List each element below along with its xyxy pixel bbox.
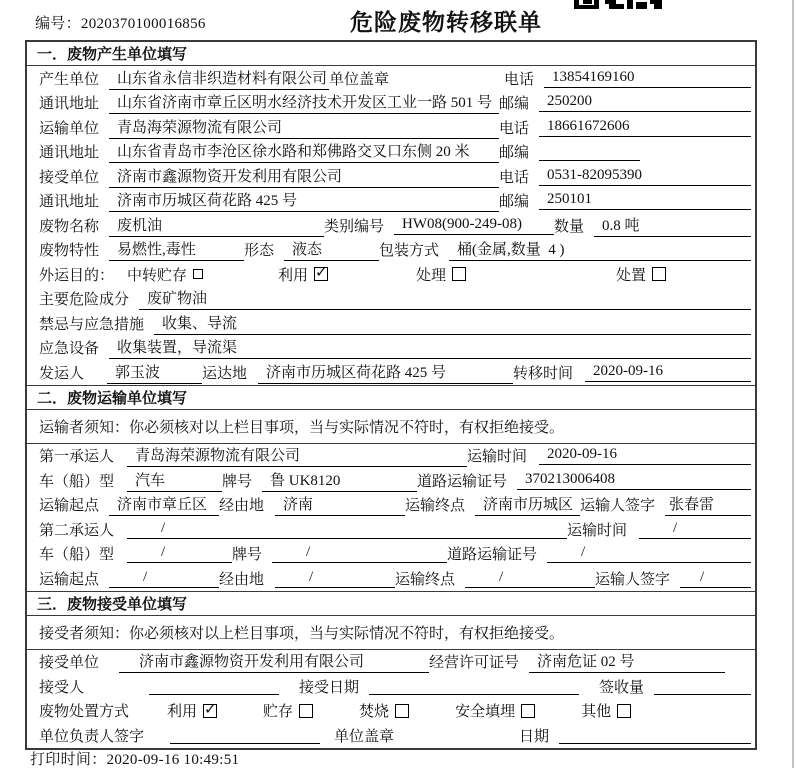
row-receiver — [27, 164, 755, 189]
road-permit-value: 370213006408 — [517, 471, 751, 490]
checkbox-icon — [617, 704, 631, 718]
checkbox-checked-icon — [203, 704, 217, 718]
row-route2 — [27, 566, 755, 591]
route-start-label: 运输起点 — [39, 571, 100, 588]
doc-number-value: 2020370100016856 — [80, 16, 206, 32]
hazard-label: 主要危险成分 — [39, 292, 130, 309]
transporter-label: 运输单位 — [39, 120, 100, 137]
transporter-value: 青岛海荣源物流有限公司 — [109, 116, 499, 139]
license-value: 济南危证 02 号 — [529, 650, 725, 673]
plate-label: 牌号 — [232, 547, 263, 564]
checkbox-icon — [452, 267, 466, 281]
waste-name-value: 废机油 — [109, 214, 324, 237]
phone-label: 电话 — [499, 169, 530, 186]
option-label: 处理 — [416, 267, 447, 284]
purpose-option-dispose — [616, 264, 666, 285]
unit-seal-label: 单位盖章 — [329, 71, 390, 88]
waste-qty-label: 数量 — [554, 218, 585, 235]
destination-value: 济南市历城区荷花路 425 号 — [258, 361, 513, 384]
route-end-value: 济南市历城区 — [475, 493, 580, 516]
route-via-label: 经由地 — [219, 571, 265, 588]
transporter-zip-value — [539, 143, 640, 161]
dispatcher-value: 郭玉波 — [107, 361, 202, 384]
producer-label: 产生单位 — [39, 71, 100, 88]
plate-value: / — [272, 544, 447, 563]
disposal-option-incinerate — [359, 700, 409, 721]
checkbox-icon — [521, 704, 535, 718]
purpose-option-use — [278, 264, 328, 285]
doc-number-label: 编号： — [35, 16, 81, 32]
vehicle-type-label: 车（船）型 — [39, 547, 115, 564]
checkbox-icon — [395, 704, 409, 718]
row-emergency-equipment — [27, 336, 755, 361]
addr-label: 通讯地址 — [39, 194, 100, 211]
page-title: 危险废物转移联单 — [350, 9, 542, 35]
vehicle-type-value: 汽车 — [127, 469, 222, 492]
route-via-value: / — [275, 569, 395, 588]
carrier2-value: / — [127, 520, 567, 539]
zip-label: 邮编 — [499, 145, 530, 162]
option-label: 其他 — [581, 704, 612, 721]
unit-seal-label: 单位盖章 — [334, 728, 395, 745]
print-time-label: 打印时间： — [30, 752, 107, 768]
accept-date-label: 接受日期 — [299, 679, 360, 696]
route-via-label: 经由地 — [219, 498, 265, 515]
vehicle-type-label: 车（船）型 — [39, 473, 115, 490]
row-route1 — [27, 493, 755, 518]
road-permit-value: / — [547, 544, 751, 563]
row-carrier1 — [27, 444, 755, 469]
section2-header: 二．废物运输单位填写 — [27, 385, 755, 410]
addr-label: 通讯地址 — [39, 96, 100, 113]
route-start-value: / — [109, 569, 219, 588]
manifest-form — [25, 40, 757, 750]
row-disposal-method — [27, 699, 755, 724]
option-label: 利用 — [167, 704, 198, 721]
packaging-label: 包装方式 — [379, 243, 440, 260]
zip-label: 邮编 — [499, 96, 530, 113]
plate-label: 牌号 — [222, 473, 253, 490]
accept-unit-label: 接受单位 — [39, 655, 100, 672]
accept-date-value — [369, 677, 579, 695]
destination-label: 运达地 — [202, 365, 248, 382]
checkbox-icon — [299, 704, 313, 718]
row-receiver-addr — [27, 189, 755, 214]
transporter-phone-value: 18661672606 — [539, 118, 751, 137]
transporter-sign-value: / — [680, 569, 751, 588]
row-producer-addr — [27, 91, 755, 116]
row-accept-person — [27, 674, 755, 699]
waste-name-label: 废物名称 — [39, 218, 100, 235]
row-accept-unit — [27, 650, 755, 675]
route-end-value: / — [465, 569, 595, 588]
transporter-notice: 运输者须知：你必须核对以上栏目事项，当与实际情况不符时，有权拒绝接受。 — [27, 410, 755, 444]
accept-person-value — [149, 677, 279, 695]
transport-time-label: 运输时间 — [467, 449, 528, 466]
purpose-option-treat — [416, 264, 466, 285]
carrier1-value: 青岛海荣源物流有限公司 — [127, 444, 467, 467]
disposal-method-label: 废物处置方式 — [39, 704, 130, 721]
equipment-label: 应急设备 — [39, 341, 100, 358]
print-time-value: 2020-09-16 10:49:51 — [106, 752, 240, 768]
row-carrier2 — [27, 517, 755, 542]
transporter-sign-label: 运输人签字 — [595, 571, 671, 588]
option-label: 中转贮存 — [127, 267, 188, 284]
transfer-time-value: 2020-09-16 — [585, 363, 751, 382]
purpose-label: 外运目的： — [39, 267, 115, 284]
route-start-value: 济南市章丘区 — [109, 493, 219, 516]
row-emergency-measures — [27, 311, 755, 336]
route-end-label: 运输终点 — [395, 571, 456, 588]
license-label: 经营许可证号 — [429, 655, 520, 672]
row-producer — [27, 66, 755, 91]
disposal-option-use — [167, 700, 217, 721]
transporter-addr-value: 山东省青岛市李沧区徐水路和郑佛路交叉口东侧 20 米 — [109, 140, 499, 163]
waste-qty-value: 0.8 吨 — [594, 214, 751, 237]
transporter-sign-value: 张春雷 — [665, 493, 751, 516]
waste-form-label: 形态 — [244, 243, 275, 260]
option-label: 安全填埋 — [455, 704, 516, 721]
waste-character-value: 易燃性,毒性 — [109, 238, 244, 261]
purpose-option-storage — [127, 264, 203, 285]
emergency-label: 禁忌与应急措施 — [39, 316, 145, 333]
responsible-sign-label: 单位负责人签字 — [39, 728, 145, 745]
route-via-value: 济南 — [275, 493, 405, 516]
checkbox-checked-icon — [314, 267, 328, 281]
carrier1-label: 第一承运人 — [39, 449, 115, 466]
producer-phone-value: 13854169160 — [544, 69, 751, 88]
responsible-sign-value — [170, 726, 320, 744]
row-transporter — [27, 115, 755, 140]
row-vehicle2 — [27, 542, 755, 567]
transport-time-value: / — [639, 520, 751, 539]
waste-code-label: 类别编号 — [324, 218, 385, 235]
route-start-label: 运输起点 — [39, 498, 100, 515]
carrier2-label: 第二承运人 — [39, 522, 115, 539]
dispatcher-label: 发运人 — [39, 365, 85, 382]
date-label: 日期 — [519, 728, 550, 745]
phone-label: 电话 — [504, 71, 535, 88]
waste-code-value: HW08(900-249-08) — [394, 216, 554, 235]
producer-zip-value: 250200 — [539, 93, 751, 112]
road-permit-label: 道路运输证号 — [447, 547, 538, 564]
row-transporter-addr — [27, 140, 755, 165]
signed-qty-label: 签收量 — [599, 679, 645, 696]
receiver-label: 接受单位 — [39, 169, 100, 186]
packaging-value: 桶(金属,数量 4 ) — [449, 238, 751, 261]
accept-person-label: 接受人 — [39, 679, 85, 696]
vehicle-type-value: / — [127, 544, 232, 563]
row-responsible-sign — [27, 723, 755, 748]
row-waste-character — [27, 238, 755, 263]
road-permit-label: 道路运输证号 — [417, 473, 508, 490]
addr-label: 通讯地址 — [39, 145, 100, 162]
row-dispatch — [27, 360, 755, 385]
hazard-value: 废矿物油 — [139, 287, 751, 310]
signed-qty-value — [654, 677, 751, 695]
disposal-option-store — [263, 700, 313, 721]
option-label: 处置 — [616, 267, 647, 284]
transfer-time-label: 转移时间 — [513, 365, 574, 382]
emergency-value: 收集、导流 — [154, 312, 751, 335]
receiver-notice: 接受者须知：你必须核对以上栏目事项，当与实际情况不符时，有权拒绝接受。 — [27, 616, 755, 650]
option-label: 焚烧 — [359, 704, 390, 721]
phone-label: 电话 — [499, 120, 530, 137]
checkbox-icon — [193, 269, 203, 279]
transporter-sign-label: 运输人签字 — [580, 498, 656, 515]
plate-value: 鲁 UK8120 — [262, 469, 417, 492]
checkbox-icon — [652, 267, 666, 281]
transport-time-label: 运输时间 — [567, 522, 628, 539]
receiver-phone-value: 0531-82095390 — [539, 167, 751, 186]
producer-addr-value: 山东省济南市章丘区明水经济技术开发区工业一路 501 号 — [109, 91, 499, 114]
equipment-value: 收集装置，导流渠 — [109, 336, 751, 359]
qr-code-partial-icon — [574, 0, 662, 9]
route-end-label: 运输终点 — [405, 498, 466, 515]
row-waste-name — [27, 213, 755, 238]
zip-label: 邮编 — [499, 194, 530, 211]
row-transfer-purpose — [27, 262, 755, 287]
window-right-edge — [792, 0, 794, 768]
date-value — [559, 726, 751, 744]
option-label: 贮存 — [263, 704, 294, 721]
waste-character-label: 废物特性 — [39, 243, 100, 260]
section1-header: 一．废物产生单位填写 — [27, 42, 755, 66]
row-vehicle1 — [27, 468, 755, 493]
waste-form-value: 液态 — [284, 238, 379, 261]
transport-time-value: 2020-09-16 — [539, 446, 751, 465]
disposal-option-other — [581, 700, 631, 721]
receiver-zip-value: 250101 — [539, 191, 751, 210]
disposal-option-landfill — [455, 700, 535, 721]
print-time — [30, 748, 239, 769]
row-hazard-component — [27, 287, 755, 312]
receiver-addr-value: 济南市历城区荷花路 425 号 — [109, 189, 499, 212]
section3-header: 三．废物接受单位填写 — [27, 591, 755, 616]
receiver-value: 济南市鑫源物资开发利用有限公司 — [109, 165, 499, 188]
producer-value: 山东省永信非织造材料有限公司 — [109, 67, 329, 90]
accept-unit-value: 济南市鑫源物资开发利用有限公司 — [119, 650, 429, 673]
option-label: 利用 — [278, 267, 309, 284]
